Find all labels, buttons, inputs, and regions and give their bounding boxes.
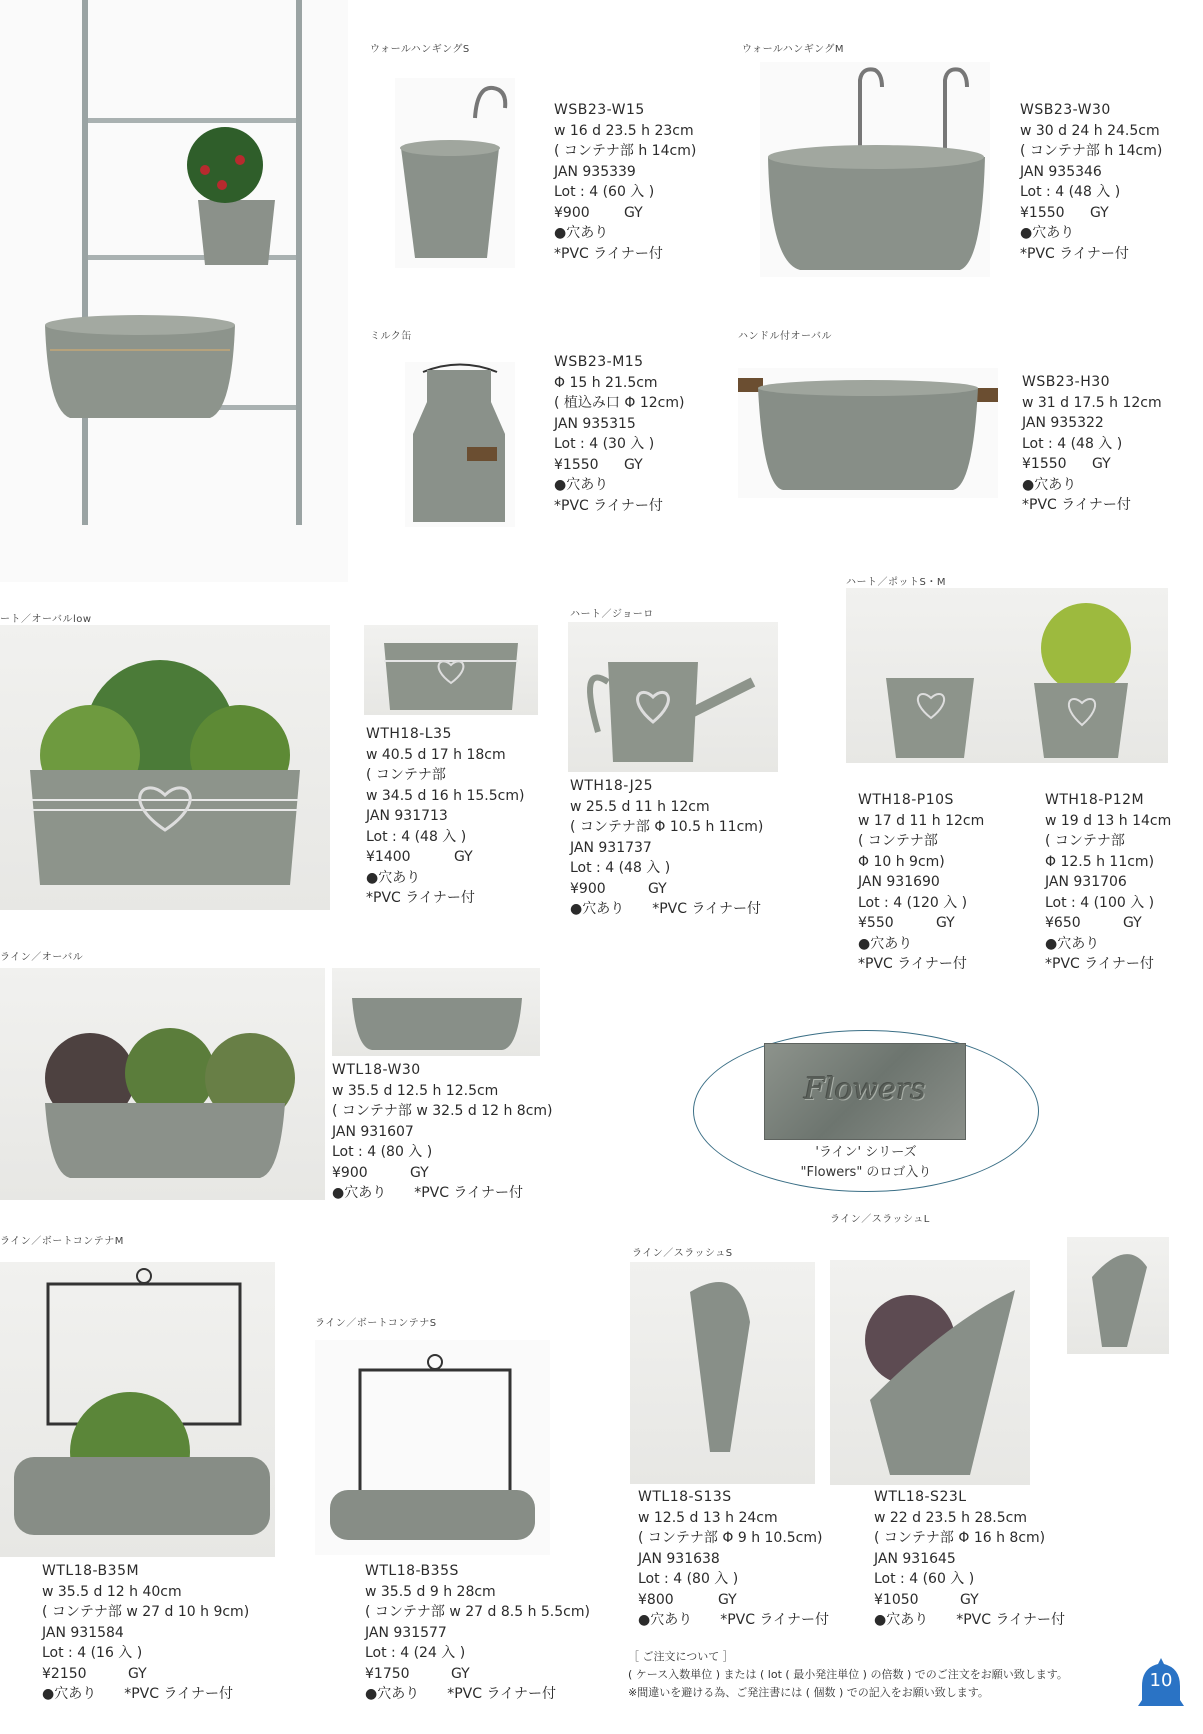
color-code: GY xyxy=(451,1665,470,1682)
price: ¥900 xyxy=(570,880,606,897)
product-code: WSB23-H30 xyxy=(1022,374,1111,390)
heart-joro-photo xyxy=(568,622,778,772)
lot: Lot : 4 (48 入 ) xyxy=(570,860,671,876)
page-number: 10 xyxy=(1149,1670,1173,1691)
feature-liner: *PVC ライナー付 xyxy=(1020,245,1129,262)
jan-code: JAN 931645 xyxy=(874,1550,956,1567)
color-code: GY xyxy=(960,1591,979,1608)
dimensions: Φ 15 h 21.5cm xyxy=(554,374,658,391)
caption-line-slash-s: ライン／スラッシュS xyxy=(632,1248,733,1259)
lot: Lot : 4 (48 入 ) xyxy=(366,828,467,845)
page-number-badge xyxy=(1136,1656,1186,1708)
boat-container-s-photo xyxy=(315,1340,550,1555)
heart-oval-low-photo xyxy=(364,625,538,715)
container-note: ( コンテナ部 w 27 d 10 h 9cm) xyxy=(42,1604,250,1620)
container-note: ( コンテナ部 Φ 9 h 10.5cm) xyxy=(638,1530,823,1546)
price: ¥800 xyxy=(638,1591,674,1608)
lot: Lot : 4 (48 入 ) xyxy=(1020,184,1121,200)
lot: Lot : 4 (120 入 ) xyxy=(858,894,968,911)
color-code: GY xyxy=(648,880,667,897)
color-code: GY xyxy=(624,204,643,221)
spec-wth18-p10s xyxy=(858,790,984,975)
spec-wtl18-b35m xyxy=(42,1561,249,1705)
color-code: GY xyxy=(128,1665,147,1682)
spec-wtl18-s23l xyxy=(874,1487,1065,1631)
dimensions: w 30 d 24 h 24.5cm xyxy=(1020,122,1160,139)
feature-hole: ●穴あり xyxy=(1045,935,1100,952)
flowers-logo-callout xyxy=(693,1030,1039,1192)
feature-hole: ●穴あり xyxy=(332,1185,387,1201)
feature-liner: *PVC ライナー付 xyxy=(1022,497,1131,513)
jan-code: JAN 935315 xyxy=(554,415,636,432)
product-code: WTH18-P10S xyxy=(858,792,954,808)
price: ¥1550 xyxy=(1022,456,1067,472)
price: ¥2150 xyxy=(42,1665,87,1682)
feature-liner: *PVC ライナー付 xyxy=(414,1185,524,1201)
feature-liner: *PVC ライナー付 xyxy=(124,1686,234,1702)
spec-wth18-j25 xyxy=(570,776,763,920)
dimensions: w 35.5 d 12.5 h 12.5cm xyxy=(332,1082,499,1099)
order-notes xyxy=(628,1648,1068,1702)
dimensions: w 31 d 17.5 h 12cm xyxy=(1022,394,1162,411)
color-code: GY xyxy=(1090,204,1109,221)
container-note: ( コンテナ部 xyxy=(858,833,938,849)
spec-wsb23-h30 xyxy=(1022,372,1162,516)
dimensions: w 17 d 11 h 12cm xyxy=(858,812,985,829)
container-note: ( コンテナ部 w 27 d 8.5 h 5.5cm) xyxy=(365,1604,590,1620)
feature-liner: *PVC ライナー付 xyxy=(554,497,663,514)
slash-l-planted-photo xyxy=(830,1260,1030,1485)
slash-s-photo xyxy=(630,1262,815,1484)
container-note: ( コンテナ部 Φ 10.5 h 11cm) xyxy=(570,819,764,835)
order-notes-heading: ［ ご注文について ］ xyxy=(628,1650,734,1663)
container-note-dims: Φ 12.5 h 11cm) xyxy=(1045,853,1155,870)
feature-hole: ●穴あり xyxy=(554,225,609,241)
color-code: GY xyxy=(936,915,955,931)
heart-pot-sm-photo xyxy=(846,588,1168,763)
color-code: GY xyxy=(718,1591,737,1608)
caption-line-boat-s: ライン／ボートコンテナS xyxy=(315,1318,437,1329)
container-note: ( コンテナ部 Φ 16 h 8cm) xyxy=(874,1530,1046,1546)
lot: Lot : 4 (30 入 ) xyxy=(554,436,655,452)
caption-heart-oval-low: ート／オーバルlow xyxy=(0,614,92,625)
container-note-dims: w 34.5 d 16 h 15.5cm) xyxy=(366,787,525,804)
color-code: GY xyxy=(624,456,643,473)
jan-code: JAN 931584 xyxy=(42,1624,124,1641)
feature-liner: *PVC ライナー付 xyxy=(447,1686,557,1702)
caption-line-oval: ライン／オーバル xyxy=(0,952,84,963)
color-code: GY xyxy=(410,1164,429,1181)
color-code: GY xyxy=(1123,915,1142,931)
feature-hole: ●穴あり xyxy=(366,869,421,886)
dimensions: w 25.5 d 11 h 12cm xyxy=(570,798,710,815)
feature-hole: ●穴あり xyxy=(1022,476,1077,493)
feature-hole: ●穴あり xyxy=(554,477,609,493)
product-code: WTL18-W30 xyxy=(332,1062,421,1078)
slash-l-photo xyxy=(1067,1237,1169,1354)
ladder-display-photo xyxy=(0,0,348,582)
feature-liner: *PVC ライナー付 xyxy=(366,890,475,906)
milk-can-photo xyxy=(405,362,515,527)
product-code: WSB23-W15 xyxy=(554,102,645,118)
callout-line-1: 'ライン' シリーズ xyxy=(815,1145,917,1160)
lot: Lot : 4 (60 入 ) xyxy=(554,184,655,200)
feature-liner: *PVC ライナー付 xyxy=(956,1612,1066,1628)
product-code: WTH18-L35 xyxy=(366,726,452,742)
container-note: ( コンテナ部 xyxy=(1045,833,1125,849)
price: ¥1550 xyxy=(554,456,599,473)
jan-code: JAN 931690 xyxy=(858,874,940,890)
price: ¥1750 xyxy=(365,1665,410,1682)
container-note: ( コンテナ部 xyxy=(366,767,446,783)
lot: Lot : 4 (48 入 ) xyxy=(1022,435,1123,452)
container-note: ( コンテナ部 h 14cm) xyxy=(554,143,697,159)
price: ¥650 xyxy=(1045,915,1081,931)
lot: Lot : 4 (24 入 ) xyxy=(365,1645,466,1661)
lot: Lot : 4 (80 入 ) xyxy=(332,1144,433,1160)
lot: Lot : 4 (16 入 ) xyxy=(42,1645,143,1661)
dimensions: w 40.5 d 17 h 18cm xyxy=(366,746,506,763)
dimensions: w 35.5 d 9 h 28cm xyxy=(365,1583,496,1600)
price: ¥1400 xyxy=(366,849,411,865)
feature-hole: ●穴あり xyxy=(858,935,913,952)
wall-hanging-m-photo xyxy=(760,62,990,277)
feature-liner: *PVC ライナー付 xyxy=(1045,956,1154,972)
feature-hole: ●穴あり xyxy=(570,901,625,917)
dimensions: w 35.5 d 12 h 40cm xyxy=(42,1583,182,1600)
caption-milk-can: ミルク缶 xyxy=(370,331,412,342)
spec-wth18-l35 xyxy=(366,724,524,909)
container-note: ( コンテナ部 h 14cm) xyxy=(1020,143,1163,159)
container-note: ( 植込み口 Φ 12cm) xyxy=(554,395,685,411)
price: ¥550 xyxy=(858,915,894,931)
feature-hole: ●穴あり xyxy=(638,1612,693,1628)
heart-oval-low-planted-photo xyxy=(0,625,330,910)
callout-text xyxy=(694,1143,1038,1183)
caption-wall-hanging-m: ウォールハンギングM xyxy=(742,44,845,55)
jan-code: JAN 935322 xyxy=(1022,415,1104,431)
caption-line-boat-m: ライン／ボートコンテナM xyxy=(0,1236,124,1247)
line-oval-planted-photo xyxy=(0,968,325,1200)
price: ¥1050 xyxy=(874,1591,919,1608)
product-code: WTL18-B35M xyxy=(42,1563,140,1579)
lot: Lot : 4 (80 入 ) xyxy=(638,1571,739,1587)
color-code: GY xyxy=(454,849,473,865)
jan-code: JAN 931737 xyxy=(570,839,652,856)
jan-code: JAN 931607 xyxy=(332,1123,414,1140)
flowers-logo: Flowers xyxy=(804,1072,926,1107)
dimensions: w 22 d 23.5 h 28.5cm xyxy=(874,1509,1027,1526)
spec-wtl18-b35s xyxy=(365,1561,590,1705)
caption-heart-joro: ハート／ジョーロ xyxy=(570,609,654,620)
container-note-dims: Φ 10 h 9cm) xyxy=(858,853,945,870)
caption-line-slash-l: ライン／スラッシュL xyxy=(830,1214,930,1225)
dimensions: w 16 d 23.5 h 23cm xyxy=(554,122,694,139)
flowers-logo-plate xyxy=(764,1043,966,1140)
spec-wtl18-s13s xyxy=(638,1487,829,1631)
color-code: GY xyxy=(1092,456,1111,472)
lot: Lot : 4 (60 入 ) xyxy=(874,1571,975,1587)
feature-hole: ●穴あり xyxy=(365,1686,420,1702)
spec-wth18-p12m xyxy=(1045,790,1171,975)
jan-code: JAN 935339 xyxy=(554,163,636,180)
product-code: WTL18-B35S xyxy=(365,1563,459,1579)
product-code: WSB23-M15 xyxy=(554,354,644,370)
product-code: WTH18-J25 xyxy=(570,778,654,794)
line-oval-photo xyxy=(332,968,540,1056)
jan-code: JAN 931713 xyxy=(366,808,448,824)
lot: Lot : 4 (100 入 ) xyxy=(1045,894,1155,911)
spec-wtl18-w30 xyxy=(332,1060,553,1204)
feature-liner: *PVC ライナー付 xyxy=(652,901,762,917)
jan-code: JAN 931638 xyxy=(638,1550,720,1567)
jan-code: JAN 935346 xyxy=(1020,163,1102,180)
order-notes-line-1: ( ケース入数単位 ) または ( lot ( 最小発注単位 ) の倍数 ) でのご注文をお願い致します。 xyxy=(628,1668,1068,1681)
product-code: WTH18-P12M xyxy=(1045,792,1145,808)
price: ¥900 xyxy=(332,1164,368,1181)
product-code: WSB23-W30 xyxy=(1020,102,1111,118)
feature-liner: *PVC ライナー付 xyxy=(858,956,967,972)
caption-heart-pot-sm: ハート／ポットS・M xyxy=(846,577,946,588)
callout-line-2: "Flowers" のロゴ入り xyxy=(800,1165,932,1180)
order-notes-line-2: ※間違いを避ける為、ご発注書には ( 個数 ) での記入をお願い致します。 xyxy=(628,1686,989,1699)
product-code: WTL18-S23L xyxy=(874,1489,967,1505)
wall-hanging-s-photo xyxy=(395,78,515,268)
dimensions: w 12.5 d 13 h 24cm xyxy=(638,1509,778,1526)
price: ¥1550 xyxy=(1020,204,1065,221)
boat-container-m-photo xyxy=(0,1262,275,1557)
feature-liner: *PVC ライナー付 xyxy=(720,1612,830,1628)
price: ¥900 xyxy=(554,204,590,221)
spec-wsb23-w30 xyxy=(1020,100,1162,264)
feature-hole: ●穴あり xyxy=(42,1686,97,1702)
container-note: ( コンテナ部 w 32.5 d 12 h 8cm) xyxy=(332,1103,553,1119)
feature-hole: ●穴あり xyxy=(1020,225,1075,241)
spec-wsb23-w15 xyxy=(554,100,696,264)
caption-handle-oval: ハンドル付オーバル xyxy=(738,331,832,342)
handle-oval-photo xyxy=(738,368,998,498)
product-code: WTL18-S13S xyxy=(638,1489,732,1505)
dimensions: w 19 d 13 h 14cm xyxy=(1045,812,1172,829)
jan-code: JAN 931577 xyxy=(365,1624,447,1641)
feature-liner: *PVC ライナー付 xyxy=(554,245,663,262)
spec-wsb23-m15 xyxy=(554,352,684,516)
caption-wall-hanging-s: ウォールハンギングS xyxy=(370,44,470,55)
jan-code: JAN 931706 xyxy=(1045,874,1127,890)
feature-hole: ●穴あり xyxy=(874,1612,929,1628)
